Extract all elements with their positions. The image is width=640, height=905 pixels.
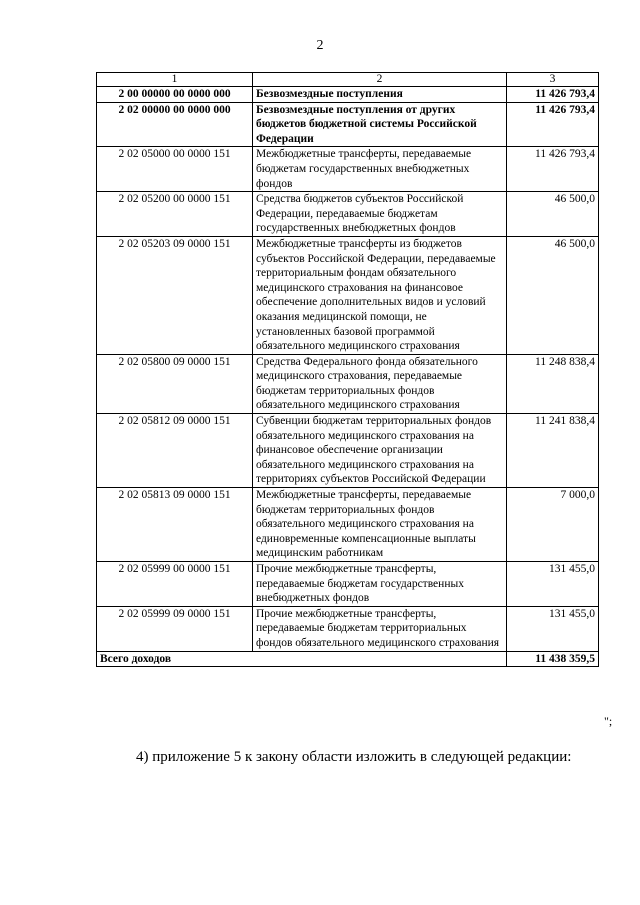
closing-quote: "; [604, 714, 613, 728]
amount-cell: 11 426 793,4 [507, 147, 599, 192]
description-cell: Средства Федерального фонда обязательного медицинского страхования, передаваемые бюджетам территориальных фондов обязательного медицинского страхования [253, 354, 507, 413]
description-cell: Межбюджетные трансферты из бюджетов субъектов Российской Федерации, передаваемые территориальным фондам обязательного медицинского страхования на финансовое обеспечение дополнительных видов и условий оказания медицинской помощи, не установленных базовой программой обязательного медицинского страхования [253, 236, 507, 354]
column-header: 1 [97, 73, 253, 87]
budget-code-cell: 2 02 05203 09 0000 151 [97, 236, 253, 354]
total-amount: 11 438 359,5 [507, 651, 599, 667]
table-row [97, 414, 599, 488]
amount-cell: 11 426 793,4 [507, 102, 599, 147]
description-cell: Безвозмездные поступления от других бюджетов бюджетной системы Российской Федерации [253, 102, 507, 147]
total-row [97, 651, 599, 667]
table-row [97, 192, 599, 237]
budget-code-cell: 2 02 05200 00 0000 151 [97, 192, 253, 237]
table-row [97, 562, 599, 607]
revenue-table [96, 72, 599, 667]
description-cell: Средства бюджетов субъектов Российской Федерации, передаваемые бюджетам государственных внебюджетных фондов [253, 192, 507, 237]
table-row [97, 354, 599, 413]
amount-cell: 7 000,0 [507, 488, 599, 562]
table-row [97, 147, 599, 192]
amount-cell: 46 500,0 [507, 236, 599, 354]
table-row [97, 236, 599, 354]
table-row [97, 102, 599, 147]
description-cell: Прочие межбюджетные трансферты, передаваемые бюджетам территориальных фондов обязательного медицинского страхования [253, 606, 507, 651]
budget-code-cell: 2 02 05999 09 0000 151 [97, 606, 253, 651]
header-row [97, 73, 599, 87]
description-cell: Межбюджетные трансферты, передаваемые бюджетам государственных внебюджетных фондов [253, 147, 507, 192]
table-row [97, 87, 599, 103]
budget-code-cell: 2 02 05999 00 0000 151 [97, 562, 253, 607]
table-row [97, 488, 599, 562]
amount-cell: 11 248 838,4 [507, 354, 599, 413]
amount-cell: 11 426 793,4 [507, 87, 599, 103]
budget-code-cell: 2 02 05813 09 0000 151 [97, 488, 253, 562]
amount-cell: 11 241 838,4 [507, 414, 599, 488]
description-cell: Субвенции бюджетам территориальных фондов обязательного медицинского страхования на финансовое обеспечение организации обязательного медицинского страхования на территориях субъектов Российской Федерации [253, 414, 507, 488]
budget-code-cell: 2 02 00000 00 0000 000 [97, 102, 253, 147]
description-cell: Межбюджетные трансферты, передаваемые бюджетам территориальных фондов обязательного медицинского страхования на единовременные компенсационные выплаты медицинским работникам [253, 488, 507, 562]
amount-cell: 131 455,0 [507, 606, 599, 651]
page-number: 2 [316, 38, 324, 53]
column-header: 2 [253, 73, 507, 87]
description-cell: Прочие межбюджетные трансферты, передаваемые бюджетам государственных внебюджетных фондов [253, 562, 507, 607]
description-cell: Безвозмездные поступления [253, 87, 507, 103]
total-label: Всего доходов [97, 651, 507, 667]
budget-code-cell: 2 02 05000 00 0000 151 [97, 147, 253, 192]
budget-code-cell: 2 02 05800 09 0000 151 [97, 354, 253, 413]
budget-code-cell: 2 02 05812 09 0000 151 [97, 414, 253, 488]
table-row [97, 606, 599, 651]
amendment-paragraph: 4) приложение 5 к закону области изложить в следующей редакции: [136, 749, 572, 765]
budget-code-cell: 2 00 00000 00 0000 000 [97, 87, 253, 103]
amount-cell: 46 500,0 [507, 192, 599, 237]
column-header: 3 [507, 73, 599, 87]
amount-cell: 131 455,0 [507, 562, 599, 607]
